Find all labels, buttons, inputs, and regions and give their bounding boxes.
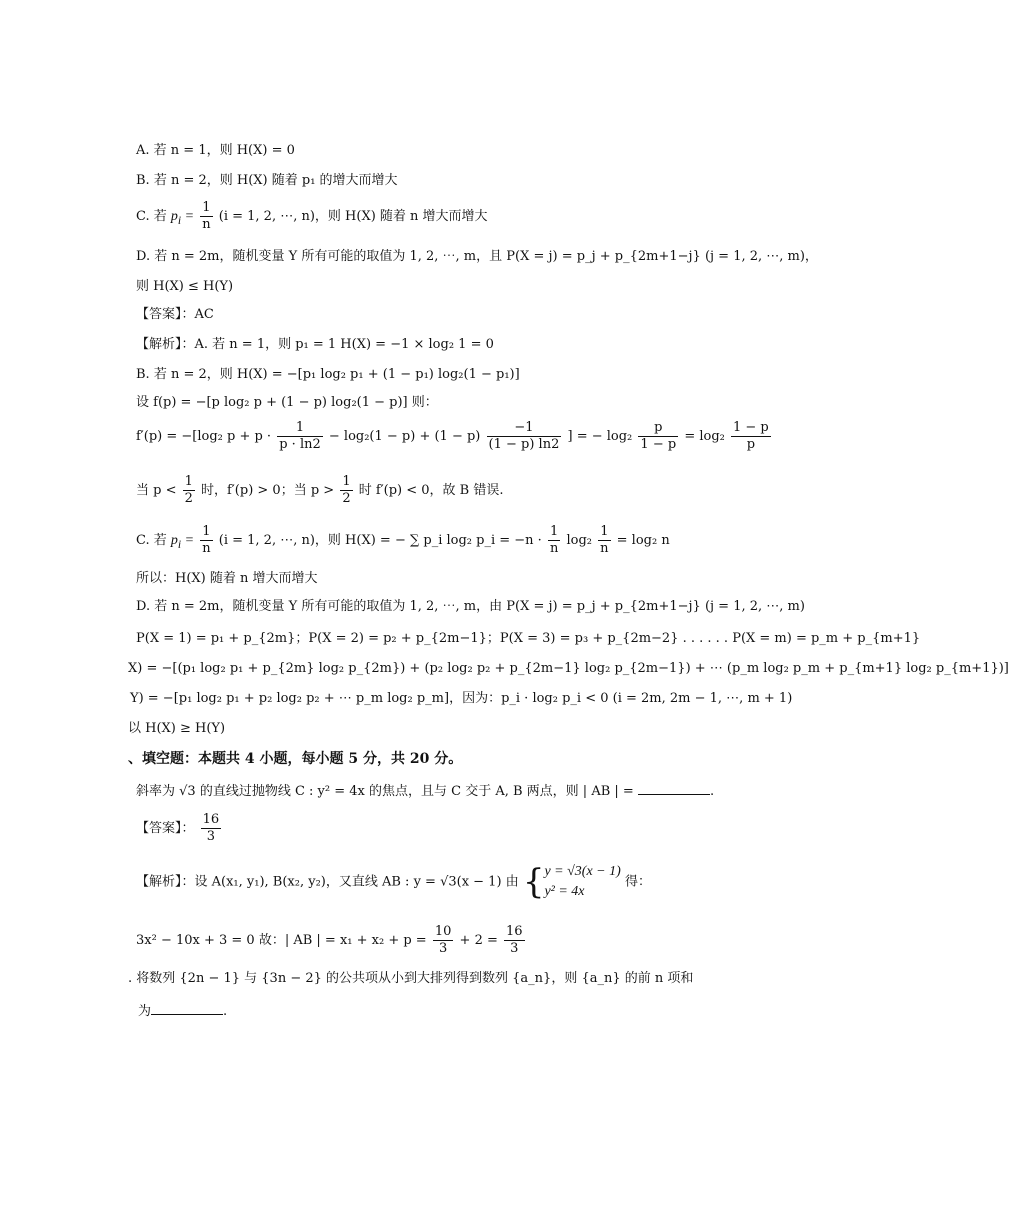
solution-c-conclusion: 所以：H(X) 随着 n 增大而增大 — [136, 571, 318, 586]
option-a: A. 若 n = 1，则 H(X) = 0 — [136, 143, 295, 158]
fraction: $\frac{-1}{(1 - p) \ln 2}$ — [488, 420, 560, 452]
option-d: D. 若 n = 2m，随机变量 Y 所有可能的取值为 1, 2, ⋯, m，且 P(X = j) = p_j + p_{2m+1−j} (j = 1, 2, ⋯, m)， — [136, 249, 818, 264]
option-c: C. 若 $p_i$ = $\frac{1}{n}$ (i = 1, 2, ⋯, n)，则 H(X) 随着 n 增大而增大 — [136, 200, 488, 232]
answer-blank — [638, 780, 710, 795]
fraction: $\frac{16}{3}$ — [202, 812, 220, 844]
answer-blank — [151, 1000, 223, 1015]
fraction: $\frac{1}{n}$ — [202, 200, 211, 232]
solution-13: 【解析】：设 A(x₁, y₁), B(x₂, y₂)，又直线 AB : y = √3(x − 1) 由 { y = √3(x − 1) y² = 4x 得： — [136, 862, 651, 902]
solution-d-conclusion: 以 H(X) ≥ H(Y) — [128, 721, 226, 736]
solution-b: B. 若 n = 2，则 H(X) = −[p₁ log₂ p₁ + (1 − p₁) log₂(1 − p₁)] — [136, 367, 520, 382]
solution-13-result: 3x² − 10x + 3 = 0 故：| AB | = x₁ + x₂ + p = $\frac{10}{3}$ + 2 = $\frac{16}{3}$ — [136, 924, 523, 956]
fraction: $\frac{1}{p \cdot \ln 2}$ — [279, 420, 321, 452]
fraction: $\frac{16}{3}$ — [506, 924, 523, 956]
solution-sign: 当 p < $\frac{1}{2}$ 时，f′(p) > 0；当 p > $\frac{1}{2}$ 时 f′(p) < 0，故 B 错误. — [136, 474, 504, 506]
fraction: $\frac{1}{n}$ — [549, 524, 559, 556]
fraction: $\frac{1}{n}$ — [202, 524, 211, 556]
section-heading: 、填空题：本题共 4 小题，每小题 5 分，共 20 分。 — [128, 751, 463, 767]
solution-derivative: f′(p) = −[log₂ p + p · $\frac{1}{p \cdot \ln 2}$ − log₂(1 − p) + (1 − p) $\frac{-1}{(1 - p) \ln 2}$ ] = − log₂ $\frac{p}{1 - p}$ = log₂ $\frac{1 - p}{p}$ — [136, 420, 769, 452]
option-b: B. 若 n = 2，则 H(X) 随着 p₁ 的增大而增大 — [136, 173, 398, 188]
fraction: $\frac{1}{2}$ — [342, 474, 351, 506]
fraction: $\frac{10}{3}$ — [434, 924, 452, 956]
answer-2: 【答案】： $\frac{16}{3}$ — [136, 812, 220, 844]
solution-d-hy: Y) = −[p₁ log₂ p₁ + p₂ log₂ p₂ + ⋯ p_m log₂ p_m]，因为：p_i · log₂ p_i < 0 (i = 2m, 2m − 1, ⋯, m + 1) — [130, 691, 793, 706]
question-13: 斜率为 √3 的直线过抛物线 C : y² = 4x 的焦点，且与 C 交于 A, B 两点，则 | AB | = . — [136, 780, 714, 801]
solution-f-def: 设 f(p) = −[p log₂ p + (1 − p) log₂(1 − p)] 则： — [136, 395, 438, 410]
question-14-cont: 为 . — [138, 1000, 227, 1021]
solution-a: 【解析】：A. 若 n = 1，则 p₁ = 1 H(X) = −1 × log₂ 1 = 0 — [136, 337, 494, 352]
solution-d: D. 若 n = 2m，随机变量 Y 所有可能的取值为 1, 2, ⋯, m，由 P(X = j) = p_j + p_{2m+1−j} (j = 1, 2, ⋯, m) — [136, 599, 805, 614]
solution-d-probs: P(X = 1) = p₁ + p_{2m}；P(X = 2) = p₂ + p_{2m−1}；P(X = 3) = p₃ + p_{2m−2} . . . . . . P(X = m) = p_m + p_{m+1} — [136, 631, 921, 646]
option-d-cont: 则 H(X) ≤ H(Y) — [136, 279, 234, 294]
solution-c: C. 若 $p_i$ = $\frac{1}{n}$ (i = 1, 2, ⋯, n)，则 H(X) = − ∑ p_i log₂ p_i = −n · $\frac{1}{n}$ log₂ $\frac{1}{n}$ = log₂ n — [136, 524, 670, 556]
fraction: $\frac{1}{n}$ — [600, 524, 609, 556]
question-14: . 将数列 {2n − 1} 与 {3n − 2} 的公共项从小到大排列得到数列 {a_n}，则 {a_n} 的前 n 项和 — [128, 971, 694, 986]
solution-d-hx: X) = −[(p₁ log₂ p₁ + p_{2m} log₂ p_{2m}) + (p₂ log₂ p₂ + p_{2m−1} log₂ p_{2m−1}) + ⋯ (p_m log₂ p_m + p_{m+1} log₂ p_{m+1})] — [128, 661, 1009, 676]
equation-system: { y = √3(x − 1) y² = 4x — [522, 862, 621, 902]
fraction: $\frac{1}{2}$ — [184, 474, 193, 506]
fraction: $\frac{1 - p}{p}$ — [733, 420, 769, 452]
fraction: $\frac{p}{1 - p}$ — [640, 420, 677, 452]
answer-1: 【答案】：AC — [136, 307, 214, 322]
